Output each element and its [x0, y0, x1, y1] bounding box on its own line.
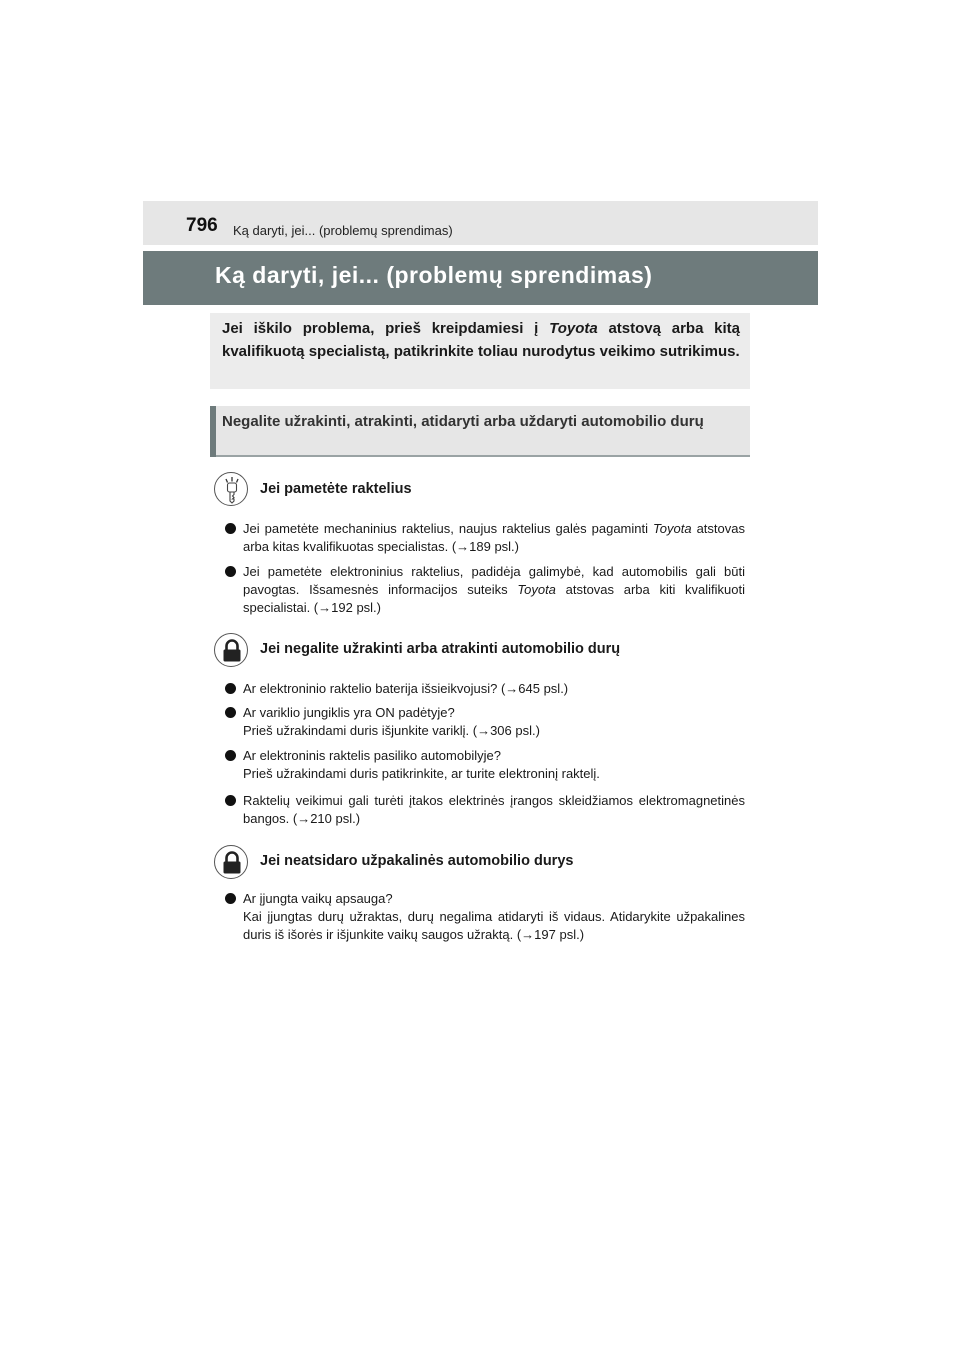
bullet-icon — [225, 566, 236, 577]
page-number: 796 — [186, 215, 218, 236]
section-heading: Negalite užrakinti, atrakinti, atidaryti arba uždaryti automobilio durų — [222, 413, 704, 430]
intro-text-before: Jei iškilo problema, prieš kreipdamiesi į — [222, 320, 550, 337]
page-title: Ką daryti, jei... (problemų sprendimas) — [215, 262, 653, 288]
bullet-icon — [225, 893, 236, 904]
bullet-text: Ar variklio jungiklis yra ON padėtyje? — [243, 705, 455, 720]
subsection-heading-lost-keys: Jei pametėte raktelius — [260, 481, 412, 497]
bullet-icon — [225, 523, 236, 534]
bullet-text: atstovas arba kiti kvalifikuoti specialistai. (→192 psl.) — [243, 582, 746, 615]
bullet-text: Jei pametėte mechaninius raktelius, naujus raktelius galės pagaminti — [243, 521, 654, 536]
lock-icon — [214, 633, 248, 667]
subsection-heading-rear-doors: Jei neatsidaro užpakalinės automobilio durys — [260, 853, 574, 869]
bullet-text: Raktelių veikimui gali turėti įtakos elektrinės įrangos skleidžiamos elektromagnetinės bangos. (→210 psl.) — [243, 793, 745, 826]
bullet-text: atstovas arba kitas kvalifikuotas specialistas. (→189 psl.) — [243, 521, 745, 554]
bullet-icon — [225, 683, 236, 694]
brand-name: Toyota — [653, 521, 692, 536]
bullet-text: Ar įjungta vaikų apsauga? — [243, 891, 393, 906]
bullet-text: Ar elektroninio raktelio baterija išsieikvojusi? (→645 psl.) — [243, 681, 569, 696]
section-accent-bar — [210, 406, 216, 457]
intro-text — [222, 318, 740, 363]
running-title: Ką daryti, jei... (problemų sprendimas) — [233, 223, 453, 238]
intro-brand: Toyota — [549, 320, 598, 337]
subsection-heading-cannot-lock: Jei negalite užrakinti arba atrakinti automobilio durų — [260, 641, 621, 657]
brand-name: Toyota — [517, 582, 556, 597]
bullet-text: Ar elektroninis raktelis pasiliko automobilyje? — [243, 748, 501, 763]
bullet-text: Prieš užrakindami duris išjunkite variklį. (→306 psl.) — [243, 723, 540, 738]
bullet-text: Kai įjungtas durų užraktas, durų negalima atidaryti iš vidaus. Atidarykite užpakalines duris iš išorės ir išjunkite vaikų saugos užraktą. (→197 psl.) — [243, 909, 745, 942]
bullet-icon — [225, 795, 236, 806]
bullet-icon — [225, 707, 236, 718]
bullet-text: Jei pametėte elektroninius raktelius, padidėja galimybė, kad automobilis gali būti pavogtas. Išsamesnės informacijos suteiks — [243, 564, 745, 597]
intro-text-after: atstovą arba kitą kvalifikuotą specialistą, patikrinkite toliau nurodytus veikimo sutrikimus. — [222, 320, 741, 360]
key-icon — [214, 472, 248, 506]
bullet-icon — [225, 750, 236, 761]
lock-icon — [214, 845, 248, 879]
bullet-text: Prieš užrakindami duris patikrinkite, ar turite elektroninį raktelį. — [243, 766, 600, 781]
